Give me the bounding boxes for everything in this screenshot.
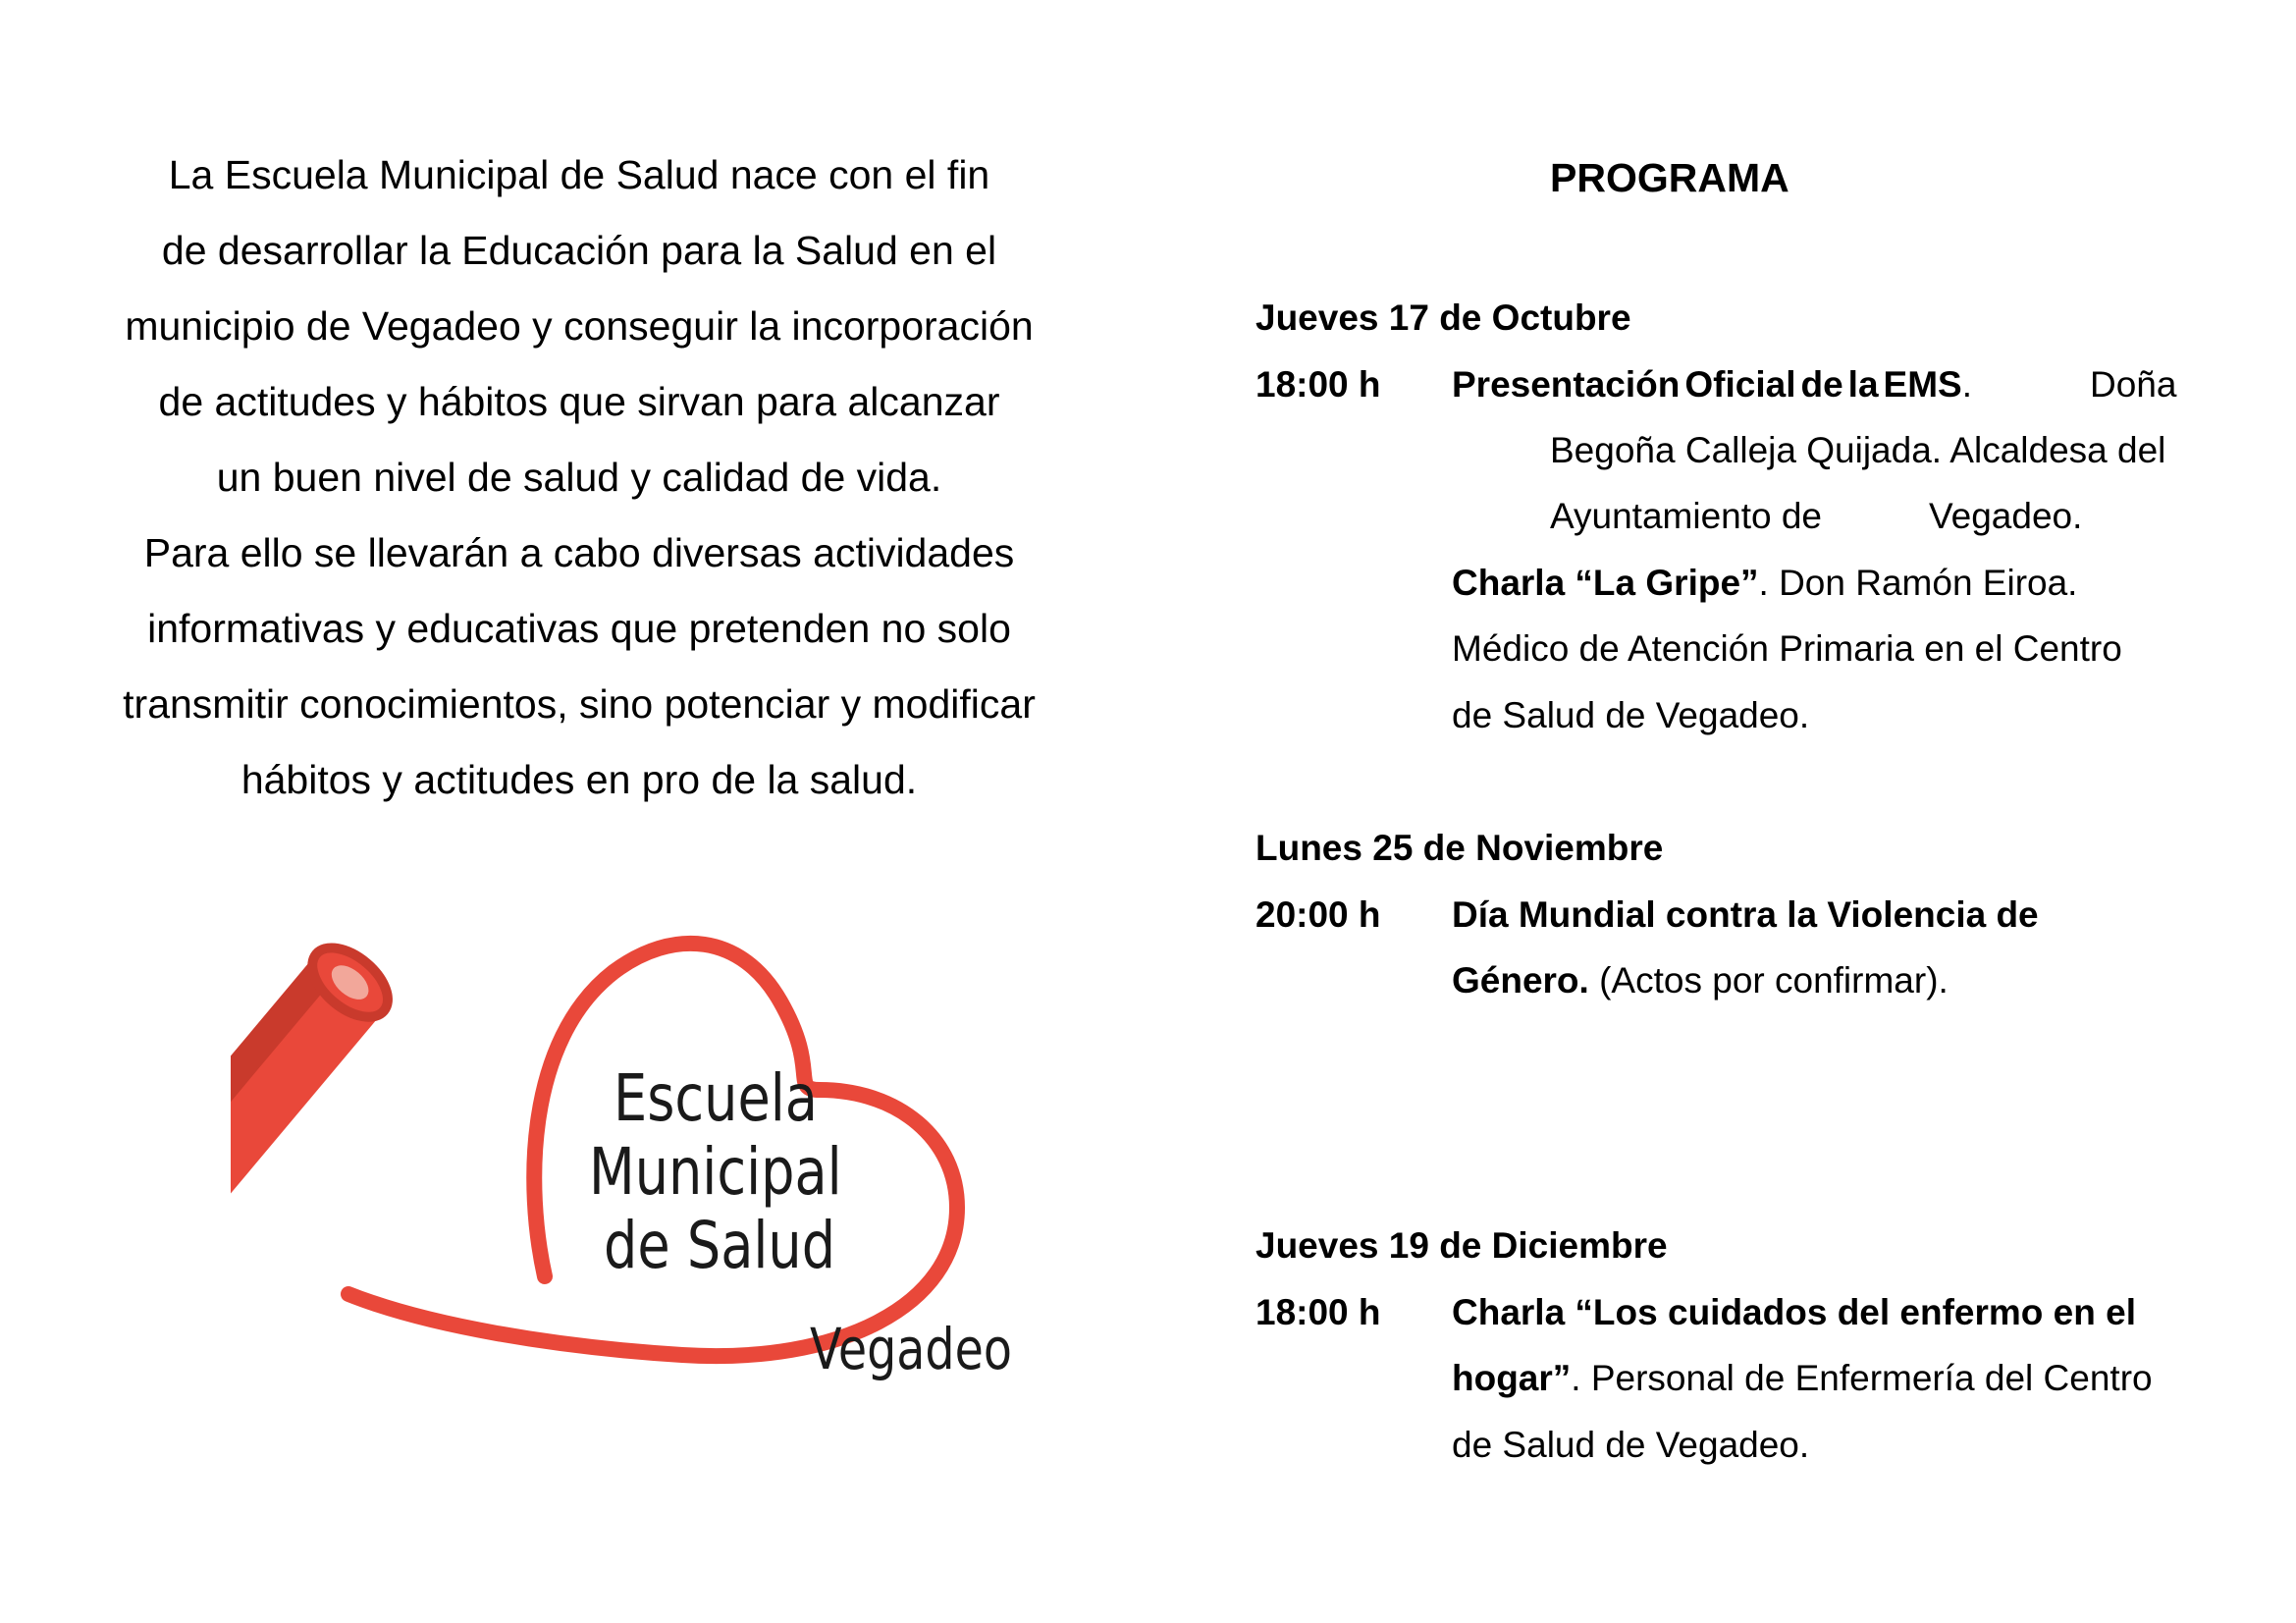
intro-line: de desarrollar la Educación para la Salud en el [161,228,997,273]
intro-line: Para ello se llevarán a cabo diversas actividades [143,530,1015,575]
intro-line: transmitir conocimientos, sino potenciar y modificar [123,681,1036,727]
school-logo [231,913,1036,1404]
intro-line: municipio de Vegadeo y conseguir la incorporación [125,303,1034,349]
program-title: PROGRAMA [1550,155,1789,200]
event-date: Jueves 19 de Diciembre [1255,1225,1668,1266]
logo-place: Vegadeo [810,1316,1012,1382]
intro-line: hábitos y actitudes en pro de la salud. [240,757,918,802]
event-line: Ayuntamiento de [1550,496,1823,536]
logo-line-2: Municipal [589,1134,842,1210]
event-line: Género. (Actos por confirmar). [1452,960,1949,1001]
intro-paragraph [59,137,1099,818]
intro-line: La Escuela Municipal de Salud nace con el fin [168,152,990,197]
logo-line-3: de Salud [604,1208,836,1283]
logo-line-1: Escuela [614,1060,818,1136]
event-line: Charla “Los cuidados del enfermo en el [1452,1292,2137,1332]
event-line: Begoña Calleja Quijada. Alcaldesa del [1550,430,2166,470]
intro-line: un buen nivel de salud y calidad de vida. [216,455,942,500]
event-line: Presentación Oficial de la EMS . [1452,364,1972,405]
event-line: Día Mundial contra la Violencia de [1452,894,2039,935]
event-time: 18:00 h [1255,364,1381,405]
intro-line: informativas y educativas que pretenden no solo [147,606,1011,651]
event-date: Lunes 25 de Noviembre [1255,828,1664,868]
event-time: 20:00 h [1255,894,1381,935]
event-line: Vegadeo. [1929,496,2083,536]
intro-line: de actitudes y hábitos que sirvan para alcanzar [158,379,1000,424]
event-time: 18:00 h [1255,1292,1381,1332]
event-line: de Salud de Vegadeo. [1452,695,1810,735]
event-line: Doña [2090,364,2177,405]
event-line: hogar”. Personal de Enfermería del Centro [1452,1358,2153,1398]
event-date: Jueves 17 de Octubre [1255,298,1631,338]
event-line: Charla “La Gripe”. Don Ramón Eiroa. [1452,563,2078,603]
event-line: de Salud de Vegadeo. [1452,1425,1810,1465]
event-line: Médico de Atención Primaria en el Centro [1452,628,2122,669]
pencil [231,935,400,1282]
